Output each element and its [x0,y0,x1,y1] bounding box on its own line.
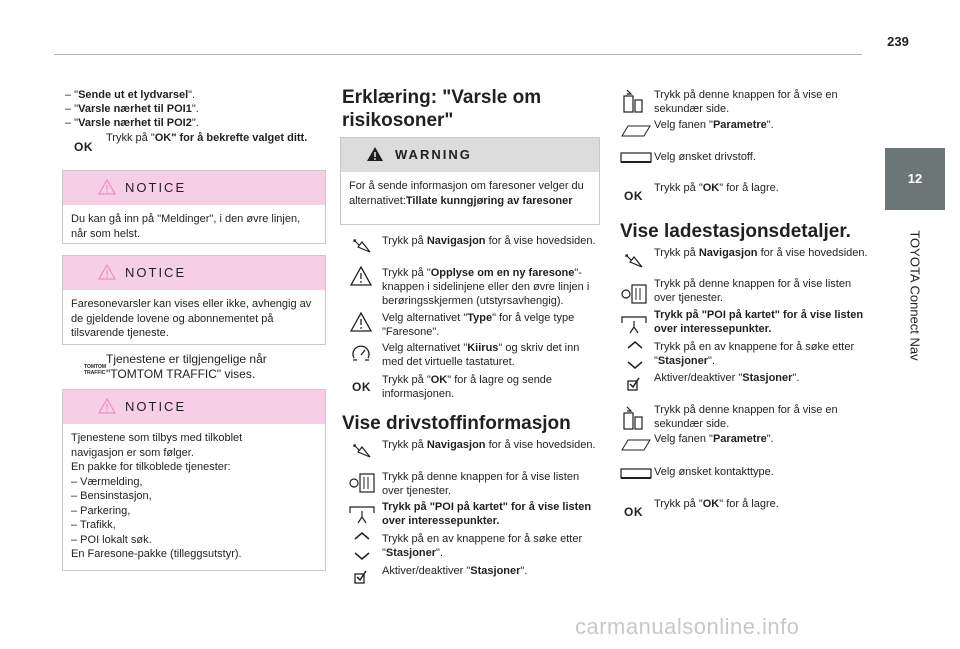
navigation-icon [624,253,644,269]
step-text: Velg alternativet "Type" for å velge type "Faresone". [382,312,575,338]
step-text: Trykk på "OK" for å lagre. [654,498,779,510]
step-text: Trykk på Navigasjon for å vise hovedsiden. [654,247,868,259]
notice-box-3 [62,389,326,571]
step-text: Aktiver/deaktiver "Stasjoner". [382,565,528,577]
services-list-icon [348,472,376,494]
checkbox-icon [354,570,368,584]
step-text: Trykk på denne knappen for å vise en sekundær side. [654,89,838,115]
step-text: Aktiver/deaktiver "Stasjoner". [654,372,800,384]
bullet-item: – "Varsle nærhet til POI2". [65,117,199,129]
ok-icon: OK [624,189,643,203]
chevron-down-icon [353,551,371,561]
notice-label: NOTICE [125,265,187,280]
poi-map-icon [620,313,648,335]
speedometer-icon [351,344,371,364]
list-option-icon [620,152,652,164]
chevron-down-icon [626,360,644,370]
notice-label: NOTICE [125,180,187,195]
step-text: Trykk på en av knappene for å søke etter "Stasjoner". [654,341,855,367]
section-heading: Vise drivstoffinformasjon [342,413,571,434]
secondary-page-icon [622,405,644,431]
page-number: 239 [887,34,909,49]
bullet-item: – "Sende ut et lydvarsel". [65,89,196,101]
warning-label: WARNING [395,147,472,162]
notice-text: Tjenestene som tilbys med tilkoblet navigasjon er som følger. En pakke for tilkoblede tjenester: – Værmelding, – Bensinstasjon, – Parkering, – Trafikk, – POI lokalt søk. En Faresone-pakke (tilleggsutstyr). [71,432,243,560]
tomtom-traffic-logo: TOMTOM TRAFFIC [84,364,107,376]
step-text: Trykk på denne knappen for å vise listen over tjenester. [382,471,580,497]
step-text: Trykk på "POI på kartet" for å vise listen over interessepunkter. [382,501,592,527]
chevron-up-icon [626,340,644,350]
ok-step-text: Trykk på "OK" for å bekrefte valget ditt. [106,132,308,144]
notice-box-1 [62,170,326,244]
checkbox-icon [627,377,641,391]
watermark: carmanualsonline.info [575,614,800,639]
warning-triangle-icon [366,146,384,162]
step-text: Trykk på denne knappen for å vise listen over tjenester. [654,278,852,304]
services-list-icon [620,283,648,305]
chapter-title [895,218,935,378]
tab-icon [620,438,652,452]
ok-icon: OK [624,505,643,519]
warning-triangle-icon [98,398,116,414]
step-text: Trykk på "OK" for å lagre. [654,182,779,194]
secondary-page-icon [622,88,644,114]
step-text: Trykk på "POI på kartet" for å vise listen over interessepunkter. [654,309,864,335]
warning-triangle-icon [350,312,372,332]
tomtom-text: Tjenestene er tilgjengelige når "TOMTOM TRAFFIC" vises. [106,352,267,381]
step-text: Trykk på "Opplyse om en ny faresone"-knappen i sidelinjene eller den øvre linjen i berøringsskjermen (utstyrsavhengig). [382,267,590,307]
warning-box [340,137,600,225]
section-heading: Vise ladestasjonsdetaljer. [620,221,851,242]
step-text: Velg alternativet "Kiirus" og skriv det inn med det virtuelle tastaturet. [382,342,580,368]
chevron-up-icon [353,531,371,541]
chapter-title-text: TOYOTA Connect Nav [907,230,923,361]
header-rule [54,54,862,55]
bullet-list [65,88,325,130]
chapter-tab[interactable]: 12 [885,148,945,210]
section-heading: Erklæring: "Varsle om risikosoner" [342,87,542,131]
notice-text: Faresonevarsler kan vises eller ikke, avhengig av de gjeldende lovene og abonnementet på tilsvarende tjeneste. [71,298,312,339]
notice-box-2 [62,255,326,345]
navigation-icon [352,443,372,459]
step-text: Trykk på "OK" for å lagre og sende informasjonen. [382,374,553,400]
step-text: Velg fanen "Parametre". [654,119,774,131]
navigation-icon [352,238,372,254]
ok-icon: OK [74,140,93,154]
step-text: Trykk på en av knappene for å søke etter "Stasjoner". [382,533,583,559]
notice-label: NOTICE [125,399,187,414]
list-option-icon [620,468,652,480]
warning-triangle-icon [98,179,116,195]
step-text: Velg ønsket kontakttype. [654,466,774,478]
warning-triangle-icon [350,266,372,286]
tab-icon [620,124,652,138]
step-text: Trykk på denne knappen for å vise en sekundær side. [654,404,838,430]
notice-text: Du kan gå inn på "Meldinger", i den øvre linjen, når som helst. [71,213,301,240]
step-text: Velg ønsket drivstoff. [654,151,756,163]
step-text: Velg fanen "Parametre". [654,433,774,445]
bullet-item: – "Varsle nærhet til POI1". [65,103,199,115]
warning-text: For å sende informasjon om faresoner velger du alternativet:Tillate kunngjøring av faresoner [349,180,584,207]
poi-map-icon [348,503,376,525]
warning-triangle-icon [98,264,116,280]
ok-icon: OK [352,380,371,394]
step-text: Trykk på Navigasjon for å vise hovedsiden. [382,235,596,247]
step-text: Trykk på Navigasjon for å vise hovedsiden. [382,439,596,451]
